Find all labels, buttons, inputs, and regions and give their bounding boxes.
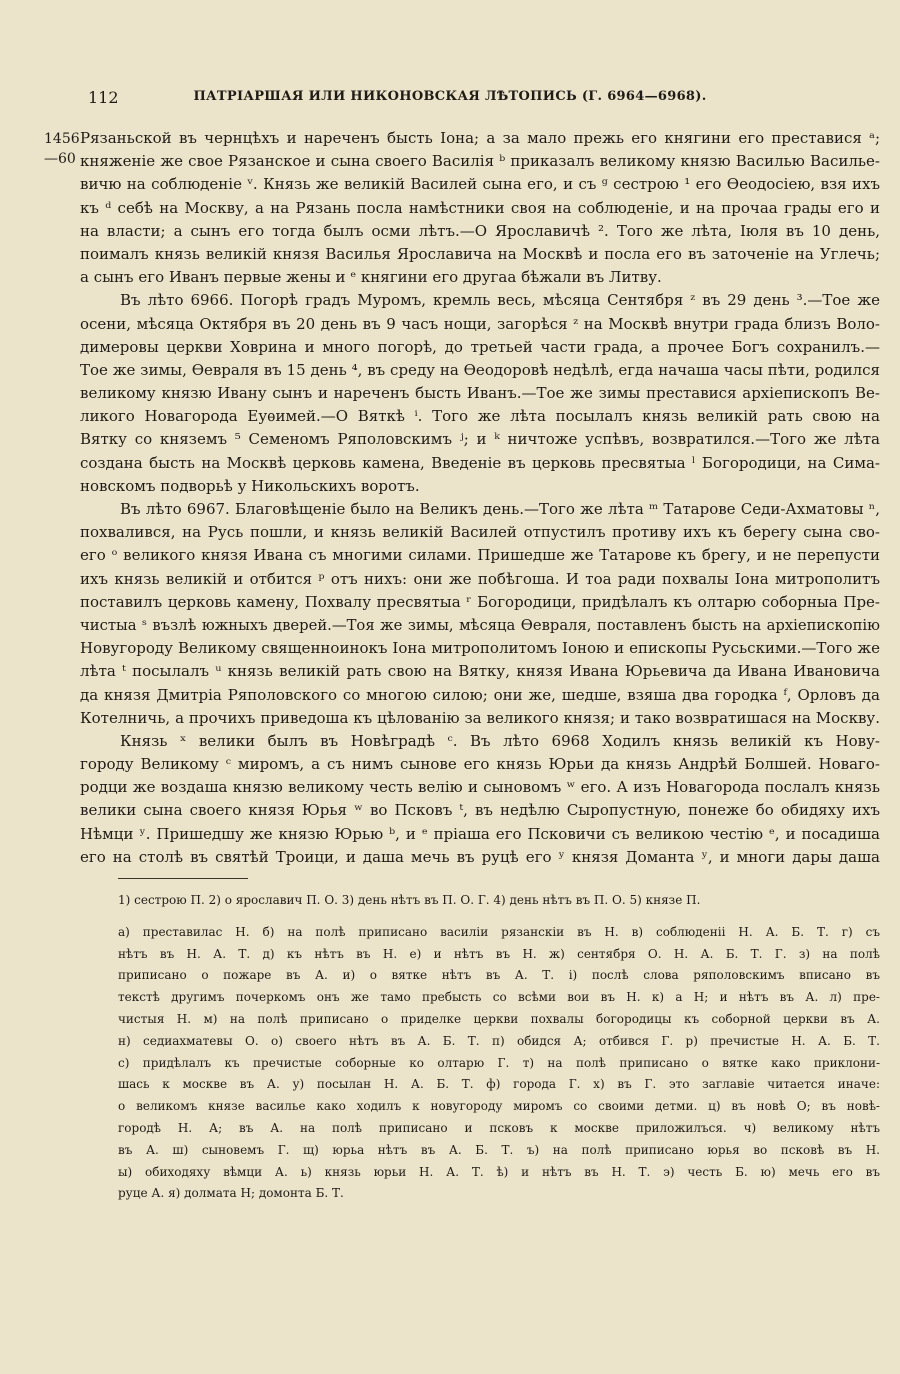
paragraph-start: Въ лѣто 6966. Погорѣ градъ Муромъ, кремль весь, мѣсяца Сентября ᶻ въ 29 день ³.—Тое же — [120, 291, 880, 310]
margin-year-end: —60 — [44, 151, 76, 167]
footnote-line: а) преставилас Н. б) на полѣ приписано василіи рязанскіи въ Н. в) соблюденіі Н. А. Б. Т. г) съ — [118, 924, 880, 939]
text-line: ликого Новагорода Еуѳимей.—О Вяткѣ ⁱ. Того же лѣта посылалъ князь великій рать свою на — [80, 407, 880, 426]
text-line: Нѣмци ʸ. Пришедшу же князю Юрью ᵇ, и ᵉ пріаша его Псковичи съ великою честію ᵉ, и посадиша — [80, 824, 880, 843]
text-line: ихъ князь великій и отбится ᵖ отъ нихъ: они же побѣгоша. И тоа ради похвалы Іона митрополитъ — [80, 569, 880, 588]
footnote-line: о великомъ князе василье како ходилъ к новугороду миромъ со своими детми. ц) въ новѣ О; въ новѣ- — [118, 1099, 880, 1114]
text-line: его ᵒ великого князя Ивана съ многими силами. Пришедше же Татарове къ брегу, и не перепусти — [80, 546, 880, 565]
text-line: княженіе же свое Рязанское и сына своего Василія ᵇ приказалъ великому князю Василью Василье- — [80, 152, 880, 171]
text-line: къ ᵈ себѣ на Москву, а на Рязань посла намѣстники своя на соблюденіе, и на прочаа грады его и — [80, 198, 880, 217]
footnote-line: нѣтъ въ Н. А. Т. д) къ нѣтъ въ Н. е) и нѣтъ въ Н. ж) сентября О. Н. А. Б. Т. Г. з) на полѣ — [118, 946, 880, 961]
footnotes — [118, 890, 880, 1205]
page-number: 112 — [88, 88, 119, 107]
text-line: Рязаньской въ чернцѣхъ и нареченъ бысть Іона; а за мало прежь его княгини его преставися ᵃ; — [80, 129, 880, 147]
page-header — [0, 88, 900, 110]
text-line: Тое же зимы, Ѳевраля въ 15 день ⁴, въ среду на Ѳеодоровѣ недѣлѣ, егда начаша часы пѣти, родился — [80, 360, 880, 379]
text-line: осени, мѣсяца Октября въ 20 день въ 9 часъ нощи, загорѣся ᶻ на Москвѣ внутри града близъ Воло- — [80, 314, 880, 333]
text-line: чистыа ˢ възлѣ южныхъ дверей.—Тоя же зимы, мѣсяца Ѳевраля, поставленъ бысть на архіепископію — [80, 616, 880, 634]
footnote-divider — [118, 878, 248, 879]
text-line: на власти; а сынъ его тогда былъ осми лѣтъ.—О Ярославичѣ ². Того же лѣта, Іюля въ 10 день, — [80, 221, 880, 240]
text-line: похвалився, на Русь пошли, и князь великій Василей отпустилъ противу ихъ къ берегу сына сво- — [80, 523, 880, 542]
footnote-line: городѣ Н. А; въ А. на полѣ приписано и псковъ к москве приложилъся. ч) великому нѣтъ — [118, 1120, 880, 1135]
text-line: родци же воздаша князю великому честь велію и сыновомъ ʷ его. А изъ Новагорода послалъ князь — [80, 778, 880, 797]
text-line: Вятку со княземъ ⁵ Семеномъ Ряполовскимъ ʲ; и ᵏ ничтоже успѣвъ, возвратился.—Того же лѣта — [80, 430, 880, 449]
text-line: да князя Дмитріа Ряполовского со многою силою; они же, шедше, взяша два городка ᶠ, Орловъ да — [80, 685, 880, 704]
text-line: городу Великому ᶜ миромъ, а съ нимъ сынове его князь Юрьи да князь Андрѣй Болшей. Новаго- — [80, 755, 880, 774]
footnote-line: текстѣ другимъ почеркомъ онъ же тамо пребысть со всѣми вои въ Н. к) а Н; и нѣтъ въ А. л) пре- — [118, 990, 880, 1005]
text-line: Котелничь, а прочихъ приведоша къ цѣлованію за великого князя; и тако возвратишася на Москву. — [80, 708, 880, 727]
text-line: димеровы церкви Ховрина и много погорѣ, до третьей части града, а прочее Богъ сохранилъ.— — [80, 337, 880, 356]
running-title: ПАТРІАРШАЯ ИЛИ НИКОНОВСКАЯ ЛѢТОПИСЬ (Г. 6964—6968). — [193, 89, 707, 104]
main-text — [80, 127, 880, 869]
footnote-line: чистыя Н. м) на полѣ приписано о приделке церкви похвалы богородицы къ соборной церкви въ А. — [118, 1011, 880, 1026]
text-line: Новугороду Великому священноинокъ Іона митрополитомъ Іоною и епископы Русьскими.—Того же — [80, 639, 880, 658]
footnote-line: шась к москве въ А. у) посылан Н. А. Б. Т. ф) города Г. х) въ Г. это заглавіе читается иначе: — [118, 1077, 880, 1092]
footnote-line: приписано о пожаре въ А. и) о вятке нѣтъ въ А. Т. і) послѣ слова ряполовскимъ вписано въ — [118, 968, 880, 983]
footnote-line: въ А. ш) сыновемъ Г. щ) юрьа нѣтъ въ А. Б. Т. ъ) на полѣ приписано юрья во псковѣ въ Н. — [118, 1142, 880, 1157]
text-line: создана бысть на Москвѣ церковь камена, Введеніе въ церковь пресвятыа ˡ Богородици, на Сима- — [80, 453, 880, 472]
text-line: его на столѣ въ святѣй Троици, и даша мечь въ руцѣ его ʸ князя Доманта ʸ, и многи дары даша — [80, 847, 880, 866]
margin-year-start: 1456 — [44, 131, 80, 147]
text-line: а сынъ его Иванъ первые жены и ᵉ княгини его другаа бѣжали въ Литву. — [80, 268, 662, 287]
footnote-line: н) седиахматевы О. о) своего нѣтъ въ А. Б. Т. п) обидся А; отбився Г. р) пречистые Н. А. Б. Т. — [118, 1033, 880, 1048]
footnote-line: с) придѣлалъ къ пречистые соборные ко олтарю Г. т) на полѣ приписано о вятке како приклони- — [118, 1055, 880, 1070]
text-line: поставилъ церковь камену, Похвалу пресвятыа ʳ Богородици, придѣлалъ къ олтарю соборныа Пре- — [80, 592, 880, 611]
text-line: лѣта ᵗ посылалъ ᵘ князь великій рать свою на Вятку, князя Ивана Юрьевича да Ивана Ивановича — [80, 662, 880, 681]
paragraph-start: Князь ˣ велики былъ въ Новѣградѣ ᶜ. Въ лѣто 6968 Ходилъ князь великій къ Нову- — [120, 731, 880, 750]
footnote-line: ы) обиходяху вѣмци А. ь) князь юрьи Н. А. Т. ѣ) и нѣтъ въ Н. Т. э) честь Б. ю) мечь его въ — [118, 1164, 880, 1179]
footnote-line: руце А. я) долмата Н; домонта Б. Т. — [118, 1186, 344, 1201]
paragraph-start: Въ лѣто 6967. Благовѣщеніе было на Великъ день.—Того же лѣта ᵐ Татарове Седи-Ахматовы ⁿ, — [120, 500, 880, 518]
text-line: великому князю Ивану сынъ и нареченъ бысть Иванъ.—Тое же зимы преставися архіепископъ Ве- — [80, 384, 880, 403]
text-line: поималъ князь великій князя Василья Ярославича на Москвѣ и посла его въ заточеніе на Углечь; — [80, 244, 880, 263]
text-line: вичю на соблюденіе ᵛ. Князь же великій Василей сына его, и съ ᵍ сестрою ¹ его Ѳеодосіею, взя ихъ — [80, 175, 880, 194]
text-line: велики сына своего князя Юрья ʷ во Псковъ ᵗ, въ недѣлю Сыропустную, понеже бо обидяху ихъ — [80, 801, 880, 820]
text-line: новскомъ подворьѣ у Никольскихъ воротъ. — [80, 476, 420, 495]
numbered-footnotes: 1) сестрою П. 2) о ярославич П. О. 3) день нѣтъ въ П. О. Г. 4) день нѣтъ въ П. О. 5) князе П. — [118, 893, 701, 907]
